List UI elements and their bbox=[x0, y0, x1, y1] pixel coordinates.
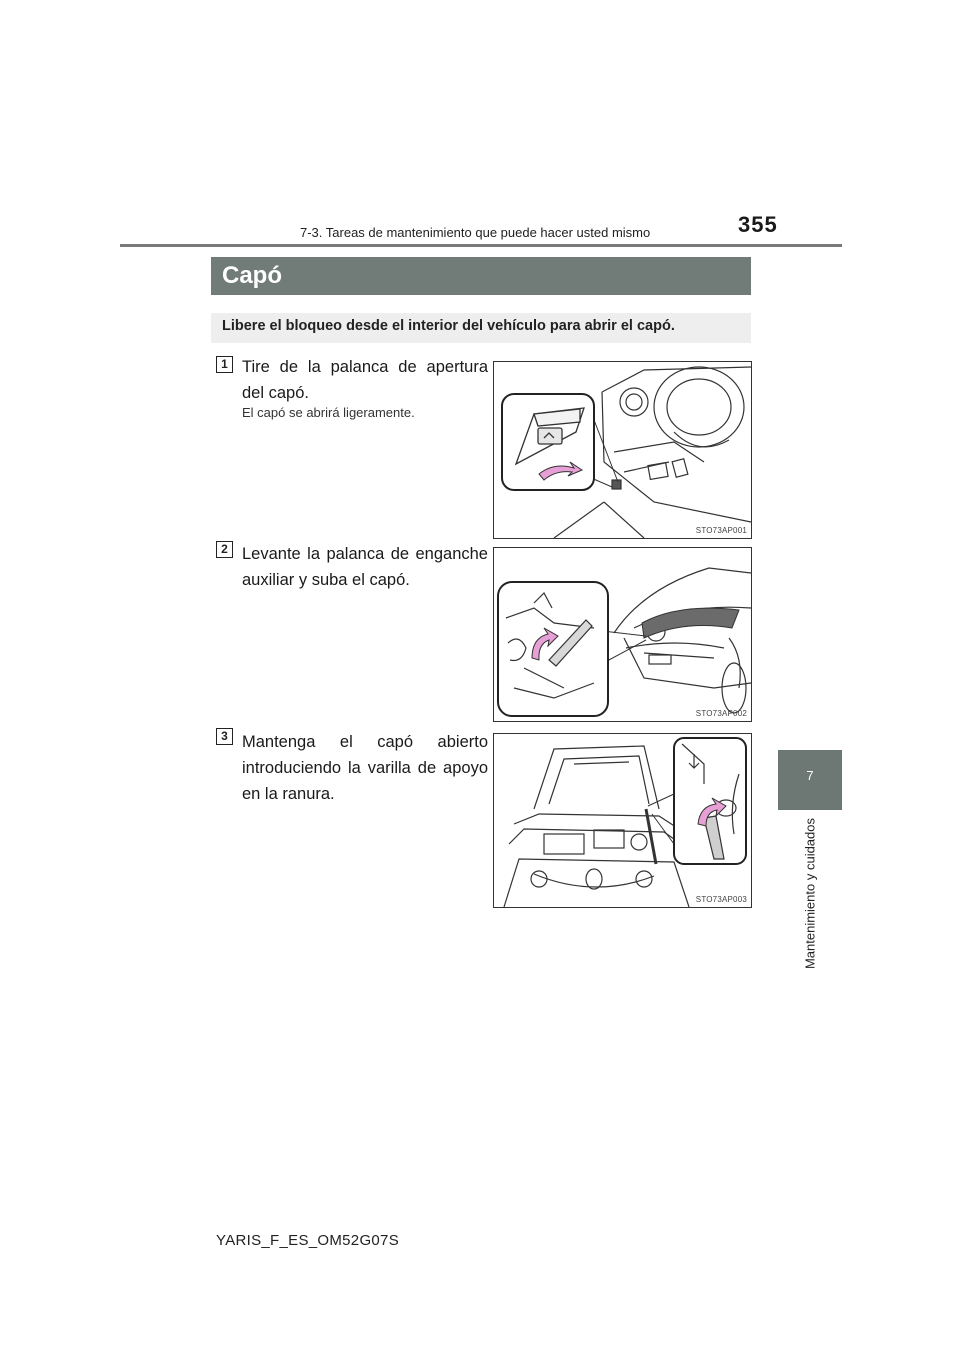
figure-auxiliary-catch bbox=[493, 547, 752, 722]
figure-3-code: STO73AP003 bbox=[695, 895, 747, 904]
figure-2-code: STO73AP002 bbox=[695, 709, 747, 718]
step-1-text: Tire de la palanca de apertura del capó. bbox=[242, 358, 488, 402]
section-title: Capó bbox=[222, 262, 282, 289]
step-number-2: 2 bbox=[216, 541, 233, 558]
running-head: 7-3. Tareas de mantenimiento que puede hacer usted mismo bbox=[300, 225, 651, 240]
chapter-side-label: Mantenimiento y cuidados bbox=[802, 818, 818, 970]
chapter-side-label-wrap bbox=[770, 818, 850, 978]
figure-hood-support-rod bbox=[493, 733, 752, 908]
auxiliary-catch-illustration bbox=[494, 548, 751, 721]
figure-1-code: STO73AP001 bbox=[695, 526, 747, 535]
step-number-3: 3 bbox=[216, 728, 233, 745]
document-code: YARIS_F_ES_OM52G07S bbox=[216, 1232, 400, 1249]
step-1-note: El capó se abrirá ligeramente. bbox=[242, 405, 415, 420]
header-rule bbox=[120, 244, 842, 247]
page-number: 355 bbox=[738, 212, 778, 237]
section-title-bar bbox=[211, 257, 751, 295]
step-2-text: Levante la palanca de enganche auxiliar y suba el capó. bbox=[242, 545, 488, 589]
support-rod-illustration bbox=[494, 734, 751, 907]
figure-hood-release-lever bbox=[493, 361, 752, 539]
hood-release-illustration bbox=[494, 362, 751, 538]
step-3-text: Mantenga el capó abierto introduciendo la varilla de apoyo en la ranura. bbox=[242, 733, 488, 803]
intro-text: Libere el bloqueo desde el interior del vehículo para abrir el capó. bbox=[222, 318, 675, 334]
chapter-number: 7 bbox=[806, 768, 814, 783]
step-number-1: 1 bbox=[216, 356, 233, 373]
